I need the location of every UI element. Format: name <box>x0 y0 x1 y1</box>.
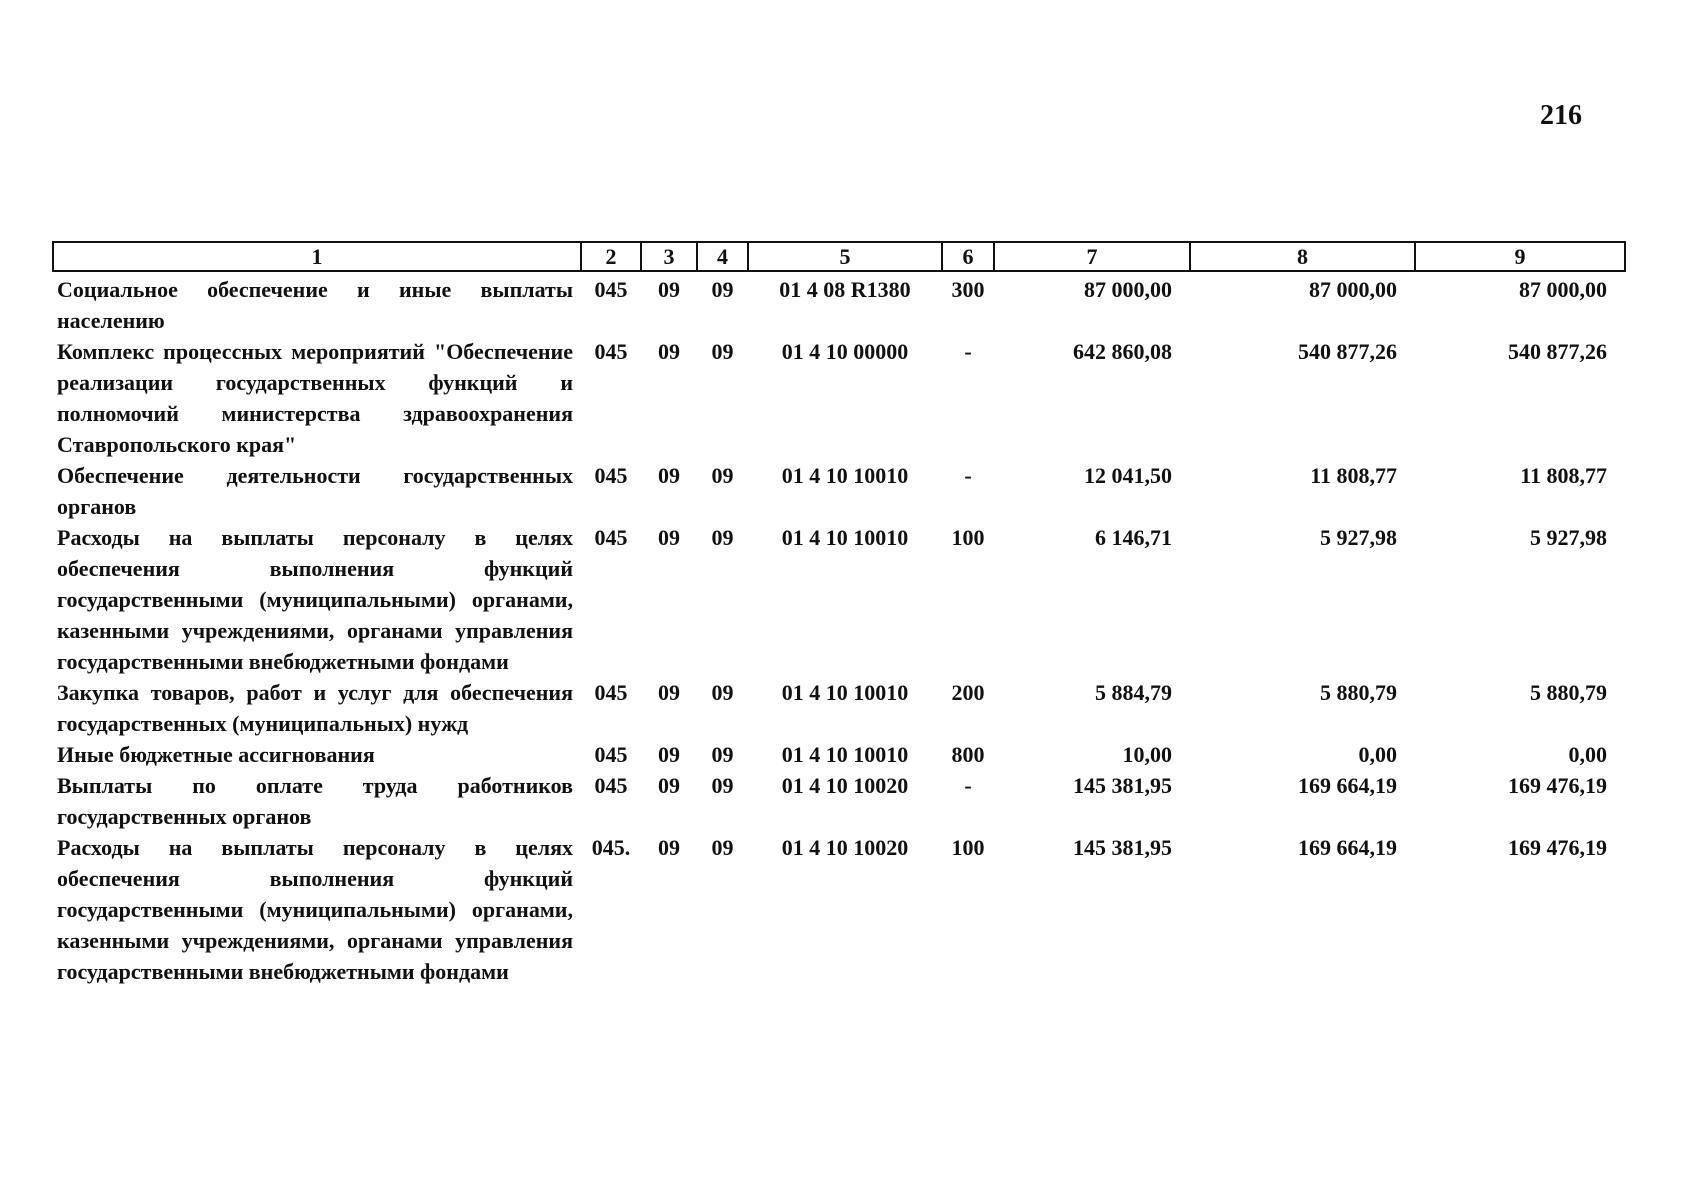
subsection-code: 09 <box>711 742 734 767</box>
amount-col-7: 6 146,71 <box>1095 525 1172 550</box>
expense-type-code: 300 <box>951 277 985 302</box>
expense-type-code: 100 <box>951 525 985 550</box>
expense-type-code: - <box>964 773 972 798</box>
expense-type-code: 800 <box>951 742 985 767</box>
subsection-code: 09 <box>711 339 734 364</box>
target-article-code: 01 4 10 10020 <box>781 773 909 798</box>
table-row <box>53 522 1625 677</box>
target-article-code: 01 4 10 10010 <box>781 742 909 767</box>
subsection-code: 09 <box>711 835 734 860</box>
table-row <box>53 739 1625 770</box>
amount-col-9: 87 000,00 <box>1519 277 1607 302</box>
target-article-code: 01 4 10 10010 <box>781 680 909 705</box>
table-row <box>53 832 1625 987</box>
header-cell: 5 <box>748 242 942 271</box>
amount-col-8: 169 664,19 <box>1298 773 1397 798</box>
ministry-code: 045 <box>594 463 628 488</box>
table-row <box>53 770 1625 832</box>
section-code: 09 <box>658 773 680 798</box>
amount-col-7: 10,00 <box>1122 742 1172 767</box>
amount-col-8: 87 000,00 <box>1309 277 1397 302</box>
target-article-code: 01 4 10 00000 <box>781 339 909 364</box>
section-code: 09 <box>658 835 680 860</box>
amount-col-7: 5 884,79 <box>1095 680 1172 705</box>
target-article-code: 01 4 10 10020 <box>781 835 909 860</box>
amount-col-7: 87 000,00 <box>1084 277 1172 302</box>
amount-col-9: 5 927,98 <box>1530 525 1607 550</box>
amount-col-9: 5 880,79 <box>1530 680 1607 705</box>
table-row <box>53 677 1625 739</box>
header-cell: 1 <box>53 242 581 271</box>
expense-type-code: 100 <box>951 835 985 860</box>
header-cell: 4 <box>697 242 748 271</box>
ministry-code: 045. <box>591 835 631 860</box>
amount-col-8: 5 927,98 <box>1320 525 1397 550</box>
amount-col-7: 145 381,95 <box>1073 835 1172 860</box>
subsection-code: 09 <box>711 525 734 550</box>
row-description: Комплекс процессных мероприятий "Обеспечение реализации государственных функций и полномочий министерства здравоохранения Ставропольского края" <box>57 339 573 457</box>
header-cell: 9 <box>1415 242 1625 271</box>
row-description: Расходы на выплаты персоналу в целях обеспечения выполнения функций государственными (муниципальными) органами, казенными учреждениями, органами управления государственными внебюджетными фондами <box>57 835 573 984</box>
subsection-code: 09 <box>711 773 734 798</box>
amount-col-7: 642 860,08 <box>1073 339 1172 364</box>
expense-type-code: - <box>964 339 972 364</box>
row-description: Выплаты по оплате труда работников государственных органов <box>57 773 573 829</box>
amount-col-8: 0,00 <box>1358 742 1397 767</box>
subsection-code: 09 <box>711 680 734 705</box>
ministry-code: 045 <box>594 742 628 767</box>
header-cell: 2 <box>581 242 641 271</box>
header-cell: 8 <box>1190 242 1415 271</box>
amount-col-9: 0,00 <box>1568 742 1607 767</box>
section-code: 09 <box>658 742 680 767</box>
target-article-code: 01 4 10 10010 <box>781 463 909 488</box>
section-code: 09 <box>658 680 680 705</box>
page-number: 216 <box>1540 100 1582 131</box>
ministry-code: 045 <box>594 773 628 798</box>
amount-col-8: 540 877,26 <box>1298 339 1397 364</box>
target-article-code: 01 4 08 R1380 <box>779 277 911 302</box>
ministry-code: 045 <box>594 525 628 550</box>
section-code: 09 <box>658 463 680 488</box>
subsection-code: 09 <box>711 463 734 488</box>
row-description: Закупка товаров, работ и услуг для обеспечения государственных (муниципальных) нужд <box>57 680 573 736</box>
amount-col-8: 11 808,77 <box>1310 463 1397 488</box>
ministry-code: 045 <box>594 339 628 364</box>
expense-type-code: 200 <box>951 680 985 705</box>
row-description: Расходы на выплаты персоналу в целях обеспечения выполнения функций государственными (муниципальными) органами, казенными учреждениями, органами управления государственными внебюджетными фондами <box>57 525 573 674</box>
amount-col-9: 11 808,77 <box>1520 463 1607 488</box>
header-row <box>53 242 1625 271</box>
header-cell: 3 <box>641 242 697 271</box>
row-description: Социальное обеспечение и иные выплаты населению <box>57 277 573 333</box>
header-cell: 7 <box>994 242 1190 271</box>
table-row <box>53 271 1625 336</box>
budget-table <box>52 241 1626 987</box>
amount-col-9: 540 877,26 <box>1508 339 1607 364</box>
expense-type-code: - <box>964 463 972 488</box>
ministry-code: 045 <box>594 680 628 705</box>
amount-col-8: 169 664,19 <box>1298 835 1397 860</box>
ministry-code: 045 <box>594 277 628 302</box>
amount-col-9: 169 476,19 <box>1508 835 1607 860</box>
amount-col-7: 12 041,50 <box>1084 463 1172 488</box>
amount-col-8: 5 880,79 <box>1320 680 1397 705</box>
row-description: Иные бюджетные ассигнования <box>57 742 375 767</box>
amount-col-9: 169 476,19 <box>1508 773 1607 798</box>
amount-col-7: 145 381,95 <box>1073 773 1172 798</box>
table-row <box>53 336 1625 460</box>
header-cell: 6 <box>942 242 994 271</box>
subsection-code: 09 <box>711 277 734 302</box>
table-row <box>53 460 1625 522</box>
row-description: Обеспечение деятельности государственных органов <box>57 463 573 519</box>
section-code: 09 <box>658 339 680 364</box>
section-code: 09 <box>658 277 680 302</box>
target-article-code: 01 4 10 10010 <box>781 525 909 550</box>
section-code: 09 <box>658 525 680 550</box>
